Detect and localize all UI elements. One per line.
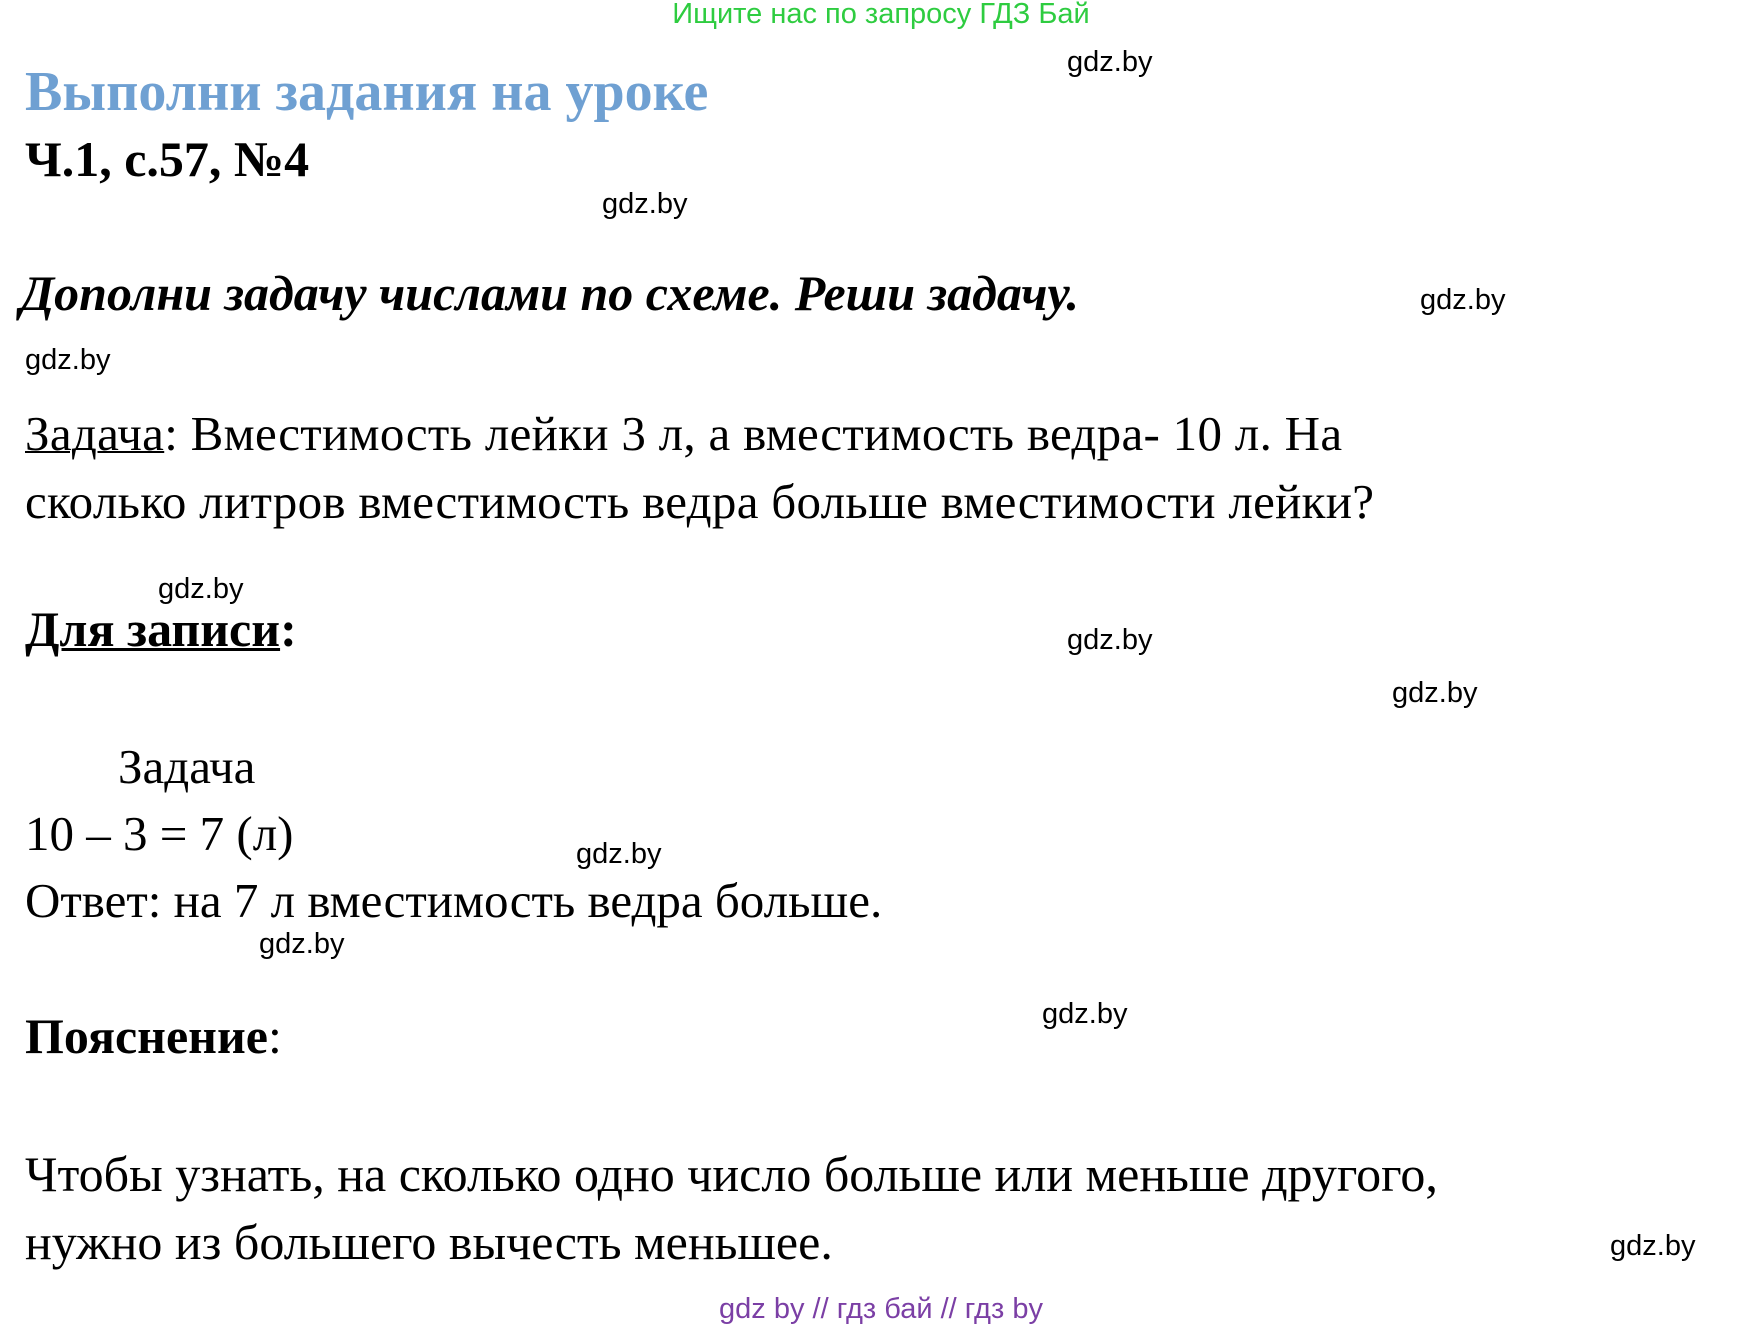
explanation-line-2: нужно из большего вычесть меньшее. [25, 1214, 833, 1270]
watermark: gdz.by [158, 573, 244, 605]
solution-equation: 10 – 3 = 7 (л) [25, 806, 294, 861]
solution-title: Задача [118, 739, 256, 794]
explanation-colon: : [268, 1008, 282, 1064]
explanation-line-1: Чтобы узнать, на сколько одно число больше или меньше другого, [25, 1146, 1438, 1202]
solution-answer: Ответ: на 7 л вместимость ведра больше. [25, 873, 883, 928]
instruction: Дополни задачу числами по схеме. Реши задачу. [20, 265, 1080, 321]
footer-links: gdz by // гдз бай // гдз by [719, 1293, 1043, 1325]
record-colon: : [280, 601, 297, 657]
task-line-1-rest: : Вместимость лейки 3 л, а вместимость ведра- 10 л. На [164, 406, 1343, 461]
watermark: gdz.by [259, 928, 345, 960]
explanation-text [25, 1140, 1438, 1276]
exercise-reference: Ч.1, с.57, №4 [25, 131, 310, 187]
explanation-label: Пояснение [25, 1008, 268, 1064]
watermark: gdz.by [1610, 1230, 1696, 1262]
record-heading [25, 600, 297, 658]
task-line-1 [25, 400, 1374, 468]
watermark: gdz.by [1067, 46, 1153, 78]
watermark: gdz.by [576, 838, 662, 870]
watermark: gdz.by [1392, 677, 1478, 709]
watermark: gdz.by [25, 344, 111, 376]
watermark: gdz.by [1067, 624, 1153, 656]
explanation-heading [25, 1007, 282, 1065]
record-label: Для записи [25, 601, 281, 657]
watermark: gdz.by [1420, 284, 1506, 316]
task-label: Задача [25, 406, 165, 461]
search-banner: Ищите нас по запросу ГДЗ Бай [672, 0, 1090, 30]
lesson-heading: Выполни задания на уроке [25, 61, 709, 123]
watermark: gdz.by [1042, 998, 1128, 1030]
watermark: gdz.by [602, 188, 688, 220]
task-line-2: сколько литров вместимость ведра больше вместимости лейки? [25, 474, 1375, 529]
task-text [25, 400, 1374, 536]
